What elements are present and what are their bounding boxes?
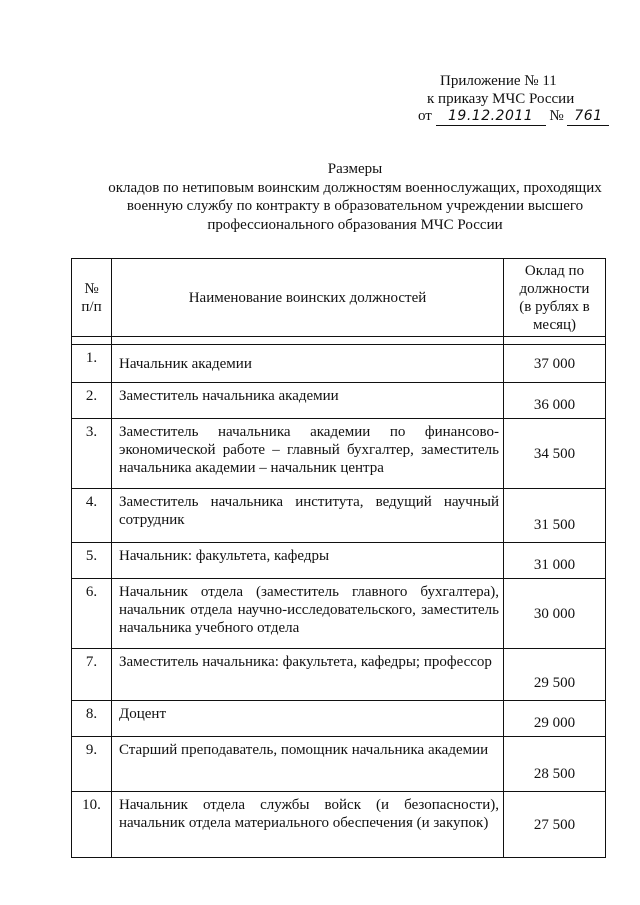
row-salary: 30 000	[504, 579, 606, 649]
header-salary	[504, 259, 606, 337]
row-num: 4.	[72, 489, 112, 543]
header-num-line: №	[84, 280, 99, 297]
row-salary: 34 500	[504, 419, 606, 489]
table-header-row	[72, 259, 606, 337]
row-position: Старший преподаватель, помощник начальника академии	[112, 737, 504, 792]
row-position: Начальник отдела (заместитель главного бухгалтера), начальник отдела научно-исследовательского, заместитель начальника учебного отдела	[112, 579, 504, 649]
date-prefix: от	[418, 108, 432, 124]
row-num: 1.	[72, 345, 112, 383]
row-num: 3.	[72, 419, 112, 489]
salary-table	[71, 258, 606, 858]
title-line-3: военную службу по контракту в образовательном учреждении высшего	[126, 198, 584, 214]
row-salary: 36 000	[504, 383, 606, 419]
row-num: 7.	[72, 649, 112, 701]
table-row	[72, 345, 606, 383]
table-row	[72, 419, 606, 489]
header-salary-line: должности	[519, 280, 590, 297]
header-num	[72, 259, 112, 337]
header-num-line: п/п	[81, 298, 102, 315]
title-line-2: окладов по нетиповым воинским должностям военнослужащих, проходящих	[108, 180, 602, 196]
row-salary: 37 000	[504, 345, 606, 383]
row-position: Начальник: факультета, кафедры	[112, 543, 504, 579]
row-num: 6.	[72, 579, 112, 649]
title-line-4: профессионального образования МЧС России	[207, 217, 503, 233]
row-salary: 31 000	[504, 543, 606, 579]
handwritten-number: 761	[567, 107, 609, 126]
appendix-label: Приложение № 11	[440, 73, 557, 89]
header-salary-line: (в рублях в	[519, 298, 590, 315]
row-num: 5.	[72, 543, 112, 579]
header-name: Наименование воинских должностей	[112, 259, 504, 337]
header-salary-line: Оклад по	[524, 262, 585, 279]
row-position: Начальник отдела службы войск (и безопасности), начальник отдела материального обеспечения (и закупок)	[112, 792, 504, 858]
table-row	[72, 543, 606, 579]
row-num: 9.	[72, 737, 112, 792]
row-salary: 29 000	[504, 701, 606, 737]
row-salary: 28 500	[504, 737, 606, 792]
row-position: Заместитель начальника академии по финансово-экономической работе – главный бухгалтер, заместитель начальника академии – начальник центра	[112, 419, 504, 489]
order-label: к приказу МЧС России	[427, 91, 575, 107]
row-salary: 27 500	[504, 792, 606, 858]
table-row	[72, 489, 606, 543]
handwritten-date: 19.12.2011	[436, 107, 546, 126]
table-row	[72, 792, 606, 858]
table-row	[72, 701, 606, 737]
row-position: Заместитель начальника института, ведущий научный сотрудник	[112, 489, 504, 543]
order-date-line	[418, 107, 609, 126]
title-line-1: Размеры	[327, 161, 383, 177]
table-row	[72, 579, 606, 649]
row-num: 2.	[72, 383, 112, 419]
row-position: Начальник академии	[112, 345, 504, 383]
row-position: Доцент	[112, 701, 504, 737]
number-prefix: №	[549, 108, 564, 124]
table-row	[72, 737, 606, 792]
table-row	[72, 649, 606, 701]
row-num: 10.	[72, 792, 112, 858]
header-salary-line: месяц)	[532, 316, 577, 333]
table-row	[72, 383, 606, 419]
row-num: 8.	[72, 701, 112, 737]
row-salary: 31 500	[504, 489, 606, 543]
row-salary: 29 500	[504, 649, 606, 701]
row-position: Заместитель начальника: факультета, кафедры; профессор	[112, 649, 504, 701]
row-position: Заместитель начальника академии	[112, 383, 504, 419]
